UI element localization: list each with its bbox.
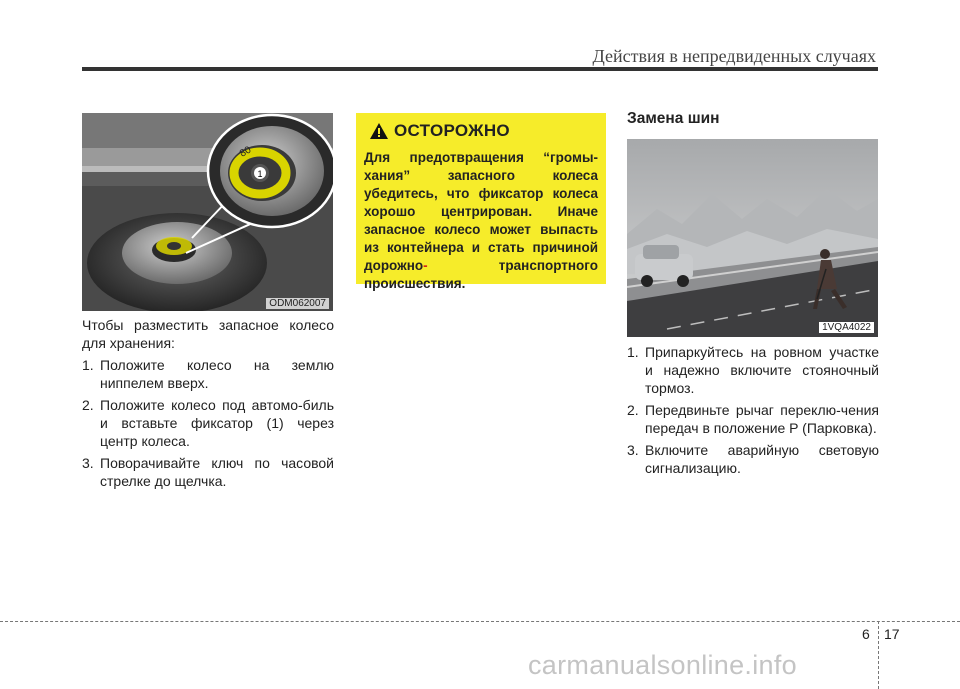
svg-text:1: 1: [257, 169, 263, 179]
figure-code: ODM062007: [266, 298, 329, 309]
warning-triangle-icon: [370, 123, 388, 139]
hyphen-mark: -: [423, 258, 428, 273]
list-item: [82, 356, 334, 392]
step-text: Включите аварийную световую сигнализацию.: [645, 442, 879, 476]
step-number: 1.: [627, 344, 639, 360]
spare-tire-illustration: [82, 113, 333, 311]
storage-intro: Чтобы разместить запасное колесо для хранения:: [82, 317, 334, 351]
list-item: [82, 454, 334, 490]
caution-title: ОСТОРОЖНО: [394, 121, 510, 140]
storage-instructions: [82, 316, 334, 494]
step-number: 1.: [82, 357, 94, 373]
caution-text: [364, 149, 598, 293]
storage-steps: [82, 356, 334, 490]
step-number: 2.: [627, 402, 639, 418]
caution-header: [370, 121, 598, 141]
spare-tire-photo: [82, 113, 333, 311]
caution-box: [356, 113, 606, 291]
section-number: 6: [862, 626, 870, 642]
list-item: [627, 401, 879, 437]
roadside-illustration: [627, 139, 878, 337]
page-header-title: Действия в непредвиденных случаях: [592, 46, 876, 66]
page-number: 17: [884, 626, 900, 642]
footer-divider: [878, 621, 879, 689]
list-item: [82, 396, 334, 450]
step-number: 2.: [82, 397, 94, 413]
step-text: Положите колесо на землю ниппелем вверх.: [100, 357, 334, 391]
figure-code: 1VQA4022: [819, 322, 874, 333]
list-item: [627, 343, 879, 397]
section-title: Замена шин: [627, 110, 720, 127]
watermark: carmanualsonline.info: [528, 650, 797, 680]
svg-text:80: 80: [238, 144, 254, 160]
header-rule: [82, 67, 878, 71]
caution-body: Для предотвращения “громы-хания” запасного колеса убедитесь, что фиксатор колеса хорошо центрирован. Иначе запасное колесо может выпасть из контейнера и стать причиной дорожно: [364, 150, 598, 273]
step-text: Положите колесо под автомо-биль и вставьте фиксатор (1) через центр колеса.: [100, 397, 334, 449]
step-text: Передвиньте рычаг переклю-чения передач в положение P (Парковка).: [645, 402, 879, 436]
roadside-photo: [627, 139, 878, 337]
step-number: 3.: [627, 442, 639, 458]
step-number: 3.: [82, 455, 94, 471]
step-text: Поворачивайте ключ по часовой стрелке до щелчка.: [100, 455, 334, 489]
list-item: [627, 441, 879, 477]
tire-change-steps: [627, 343, 879, 481]
step-text: Припаркуйтесь на ровном участке и надежно включите стояночный тормоз.: [645, 344, 879, 396]
tire-steps-list: [627, 343, 879, 477]
caution-body-end: транспортного происшествия.: [364, 258, 598, 291]
footer-rule: [0, 621, 960, 622]
